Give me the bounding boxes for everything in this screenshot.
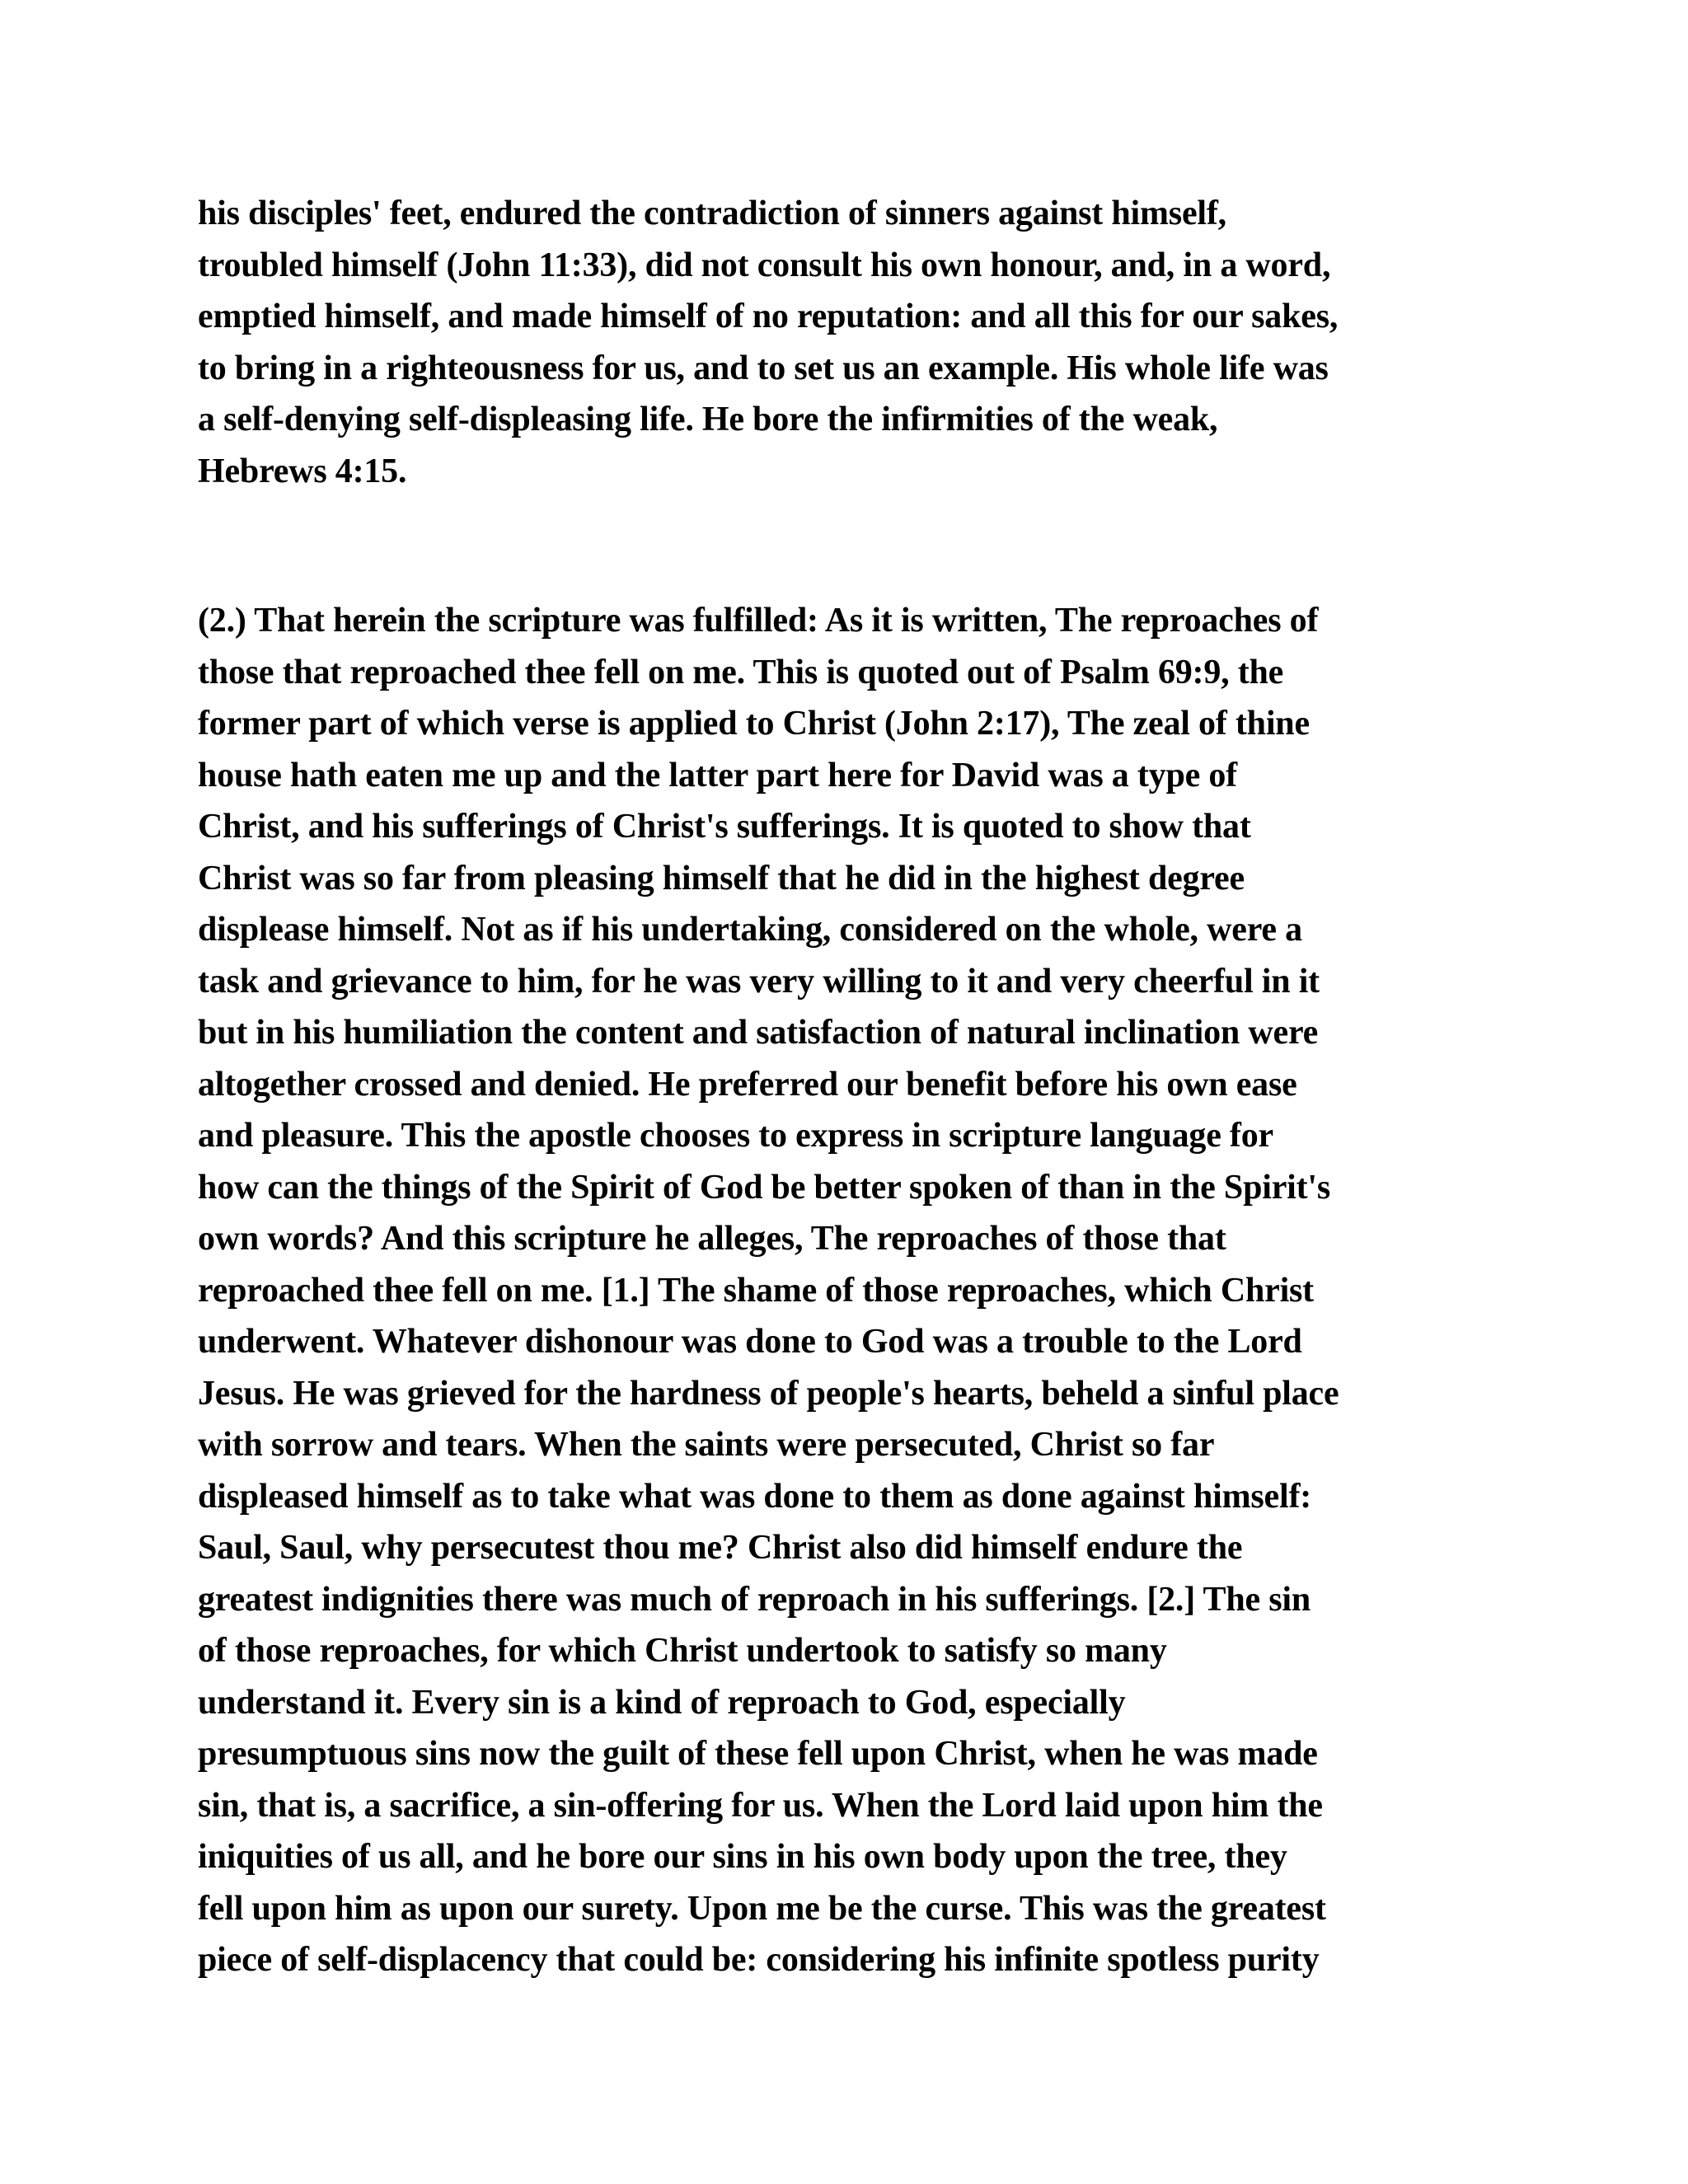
text-line: those that reproached thee fell on me. This is quoted out of Psalm 69:9, the xyxy=(198,653,1284,691)
paragraph-1 xyxy=(198,188,1500,497)
text-line: displeased himself as to take what was done to them as done against himself: xyxy=(198,1477,1312,1516)
text-line: task and grievance to him, for he was very willing to it and very cheerful in it xyxy=(198,962,1320,1001)
text-line: house hath eaten me up and the latter part here for David was a type of xyxy=(198,756,1237,794)
text-line: Saul, Saul, why persecutest thou me? Christ also did himself endure the xyxy=(198,1529,1243,1567)
text-line: fell upon him as upon our surety. Upon me be the curse. This was the greatest xyxy=(198,1889,1326,1928)
text-line: emptied himself, and made himself of no reputation: and all this for our sakes, xyxy=(198,298,1339,335)
text-line: Christ was so far from pleasing himself that he did in the highest degree xyxy=(198,859,1245,898)
text-line: (2.) That herein the scripture was fulfilled: As it is written, The reproaches of xyxy=(198,602,1319,640)
text-line: understand it. Every sin is a kind of reproach to God, especially xyxy=(198,1683,1126,1722)
text-line: Hebrews 4:15. xyxy=(198,452,407,490)
text-line: Jesus. He was grieved for the hardness of people's hearts, beheld a sinful place xyxy=(198,1374,1339,1413)
text-line: altogether crossed and denied. He preferred our benefit before his own ease xyxy=(198,1065,1297,1104)
text-line: his disciples' feet, endured the contradiction of sinners against himself, xyxy=(198,194,1226,232)
text-line: iniquities of us all, and he bore our sins in his own body upon the tree, they xyxy=(198,1838,1287,1876)
text-line: and pleasure. This the apostle chooses to express in scripture language for xyxy=(198,1117,1273,1155)
text-line: presumptuous sins now the guilt of these fell upon Christ, when he was made xyxy=(198,1735,1318,1773)
text-line: displease himself. Not as if his undertaking, considered on the whole, were a xyxy=(198,911,1302,949)
text-line: to bring in a righteousness for us, and to set us an example. His whole life was xyxy=(198,349,1329,387)
paragraph-2 xyxy=(198,595,1500,1986)
text-line: a self-denying self-displeasing life. He bore the infirmities of the weak, xyxy=(198,401,1218,438)
text-line: Christ, and his sufferings of Christ's sufferings. It is quoted to show that xyxy=(198,808,1251,846)
text-line: troubled himself (John 11:33), did not consult his own honour, and, in a word, xyxy=(198,246,1331,284)
text-line: but in his humiliation the content and satisfaction of natural inclination were xyxy=(198,1014,1319,1052)
text-line: with sorrow and tears. When the saints were persecuted, Christ so far xyxy=(198,1426,1215,1464)
text-line: sin, that is, a sacrifice, a sin-offering for us. When the Lord laid upon him the xyxy=(198,1786,1323,1825)
text-line: greatest indignities there was much of reproach in his sufferings. [2.] The sin xyxy=(198,1580,1311,1619)
text-line: piece of self-displacency that could be: considering his infinite spotless purity xyxy=(198,1941,1320,1979)
text-line: underwent. Whatever dishonour was done to God was a trouble to the Lord xyxy=(198,1323,1302,1361)
text-line: own words? And this scripture he alleges, The reproaches of those that xyxy=(198,1220,1226,1258)
text-line: how can the things of the Spirit of God be better spoken of than in the Spirit's xyxy=(198,1168,1331,1207)
text-line: of those reproaches, for which Christ undertook to satisfy so many xyxy=(198,1632,1167,1670)
text-line: former part of which verse is applied to Christ (John 2:17), The zeal of thine xyxy=(198,705,1310,743)
text-line: reproached thee fell on me. [1.] The shame of those reproaches, which Christ xyxy=(198,1271,1314,1310)
